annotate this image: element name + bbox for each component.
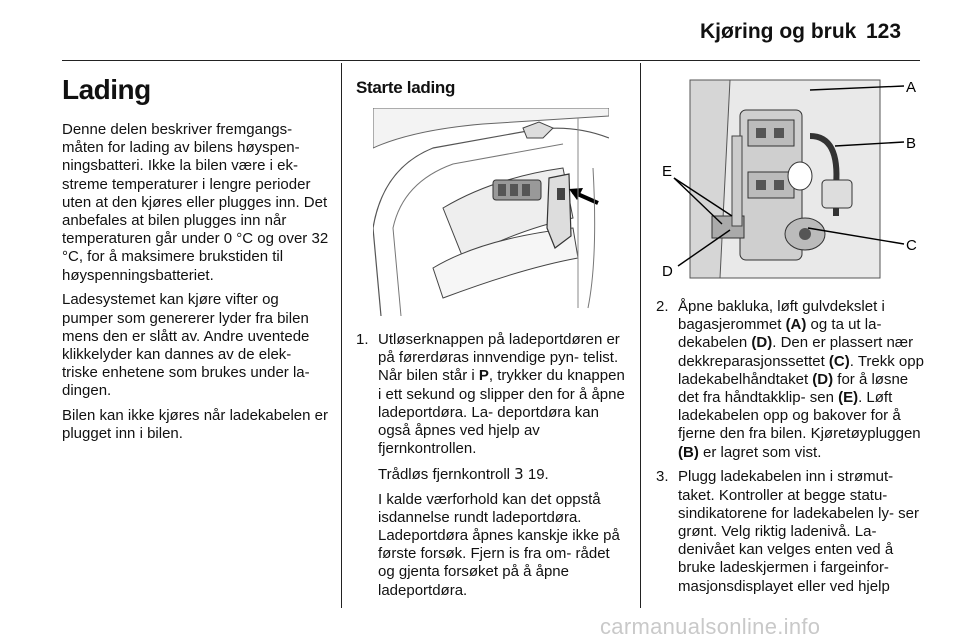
figure-label-e: E bbox=[662, 163, 673, 180]
step-number: 3. bbox=[656, 468, 669, 486]
paragraph: I kalde værforhold kan det oppstå isdannelse rundt ladeportdøra. Ladeportdøra åpnes kanskje ikke på første forsøk. Fjern is fra om- rådet og gjenta forsøket på å åpne ladeportdøra. bbox=[378, 490, 620, 599]
door-charge-button-illustration bbox=[373, 108, 609, 316]
paragraph: Utløserknappen på ladeportdøren er på førerdøras innvendige pyn- telist. Når bilen står i P, trykker du knappen i ett sekund og slipper den for å åpne ladeportdøra. La- deportdøra kan også åpnes ved hjelp av fjernkontrollen. bbox=[378, 331, 625, 458]
middle-column-text bbox=[356, 331, 628, 606]
column-divider-2 bbox=[640, 63, 641, 608]
list-item bbox=[356, 331, 628, 600]
cross-reference: Trådløs fjernkontroll 3 19. bbox=[378, 464, 549, 483]
subsection-heading: Starte lading bbox=[356, 78, 456, 97]
list-item bbox=[656, 468, 926, 595]
column-divider-1 bbox=[341, 63, 342, 608]
step-number: 1. bbox=[356, 331, 369, 348]
figure-label-b: B bbox=[906, 135, 917, 152]
paragraph: Denne delen beskriver fremgangs- måten for lading av bilens høyspen- ningsbatteri. Ikke la bilen være i ek- streme temperaturer i lengre perioder uten at den kjøres eller plugges inn. Det anbefales at bilen plugges inn når temperaturen går under 0 °C og over 32 °C, for å maksimere brukstiden til høyspenningsbatteriet. bbox=[62, 121, 329, 284]
header-rule bbox=[62, 60, 920, 61]
right-column-text bbox=[656, 298, 926, 602]
paragraph: Ladesystemet kan kjøre vifter og pumper som genererer lyder fra bilen mens den er slått av. Andre uventede klikkelyder kan dannes av de elek- triske enhetene som brukes under la- dingen. bbox=[62, 291, 310, 400]
section-heading: Lading bbox=[62, 74, 151, 105]
paragraph: Plugg ladekabelen inn i strømut- taket. Kontroller at begge statu- sindikatorene for ladekabelen ly- ser grønt. Velg riktig ladenivå. La- denivået kan velges enten ved å bruke ladeskjermen i fargeinfor- masjonsdisplayet eller ved hjelp bbox=[678, 468, 919, 595]
page-header-title: Kjøring og bruk bbox=[700, 20, 857, 43]
paragraph: Åpne bakluka, løft gulvdekslet i bagasjerommet (A) og ta ut la- dekabelen (D). Den er plassert nær dekkreparasjonssettet (C). Trekk opp ladekabelhåndtaket (D) for å løsne det fra håndtakklip- sen (E). Løft ladekabelen opp og bakover for å fjerne den fra bilen. Kjøretøypluggen (B) er lagret som vist. bbox=[678, 298, 924, 461]
figure-label-a: A bbox=[906, 79, 917, 96]
step-number: 2. bbox=[656, 298, 669, 315]
paragraph: Bilen kan ikke kjøres når ladekabelen er plugget inn i bilen. bbox=[62, 407, 328, 443]
steps-list bbox=[356, 331, 628, 600]
figure-label-d: D bbox=[662, 263, 673, 280]
steps-list bbox=[656, 298, 926, 596]
list-item bbox=[656, 298, 926, 462]
cargo-area-charge-cable-illustration bbox=[660, 76, 930, 280]
figure-label-c: C bbox=[906, 237, 917, 254]
page-ref-arrow-icon: 3 bbox=[514, 464, 524, 483]
watermark: carmanualsonline.info bbox=[600, 614, 821, 639]
left-column-text bbox=[62, 121, 330, 450]
page-number: 123 bbox=[866, 20, 902, 43]
